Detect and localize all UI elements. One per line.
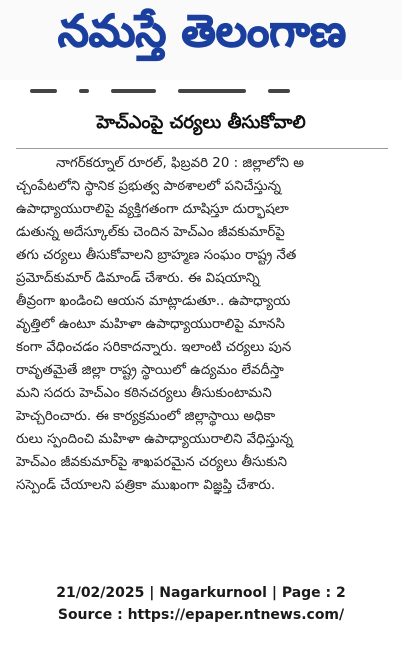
article-line: నాగర్‌కర్నూల్ రూరల్, ఫిబ్రవరి 20 : జిల్లాలోని అ	[56, 156, 304, 171]
article-line: రులు స్పందించి మహిళా ఉపాధ్యాయురాలిని వేధిస్తున్న	[16, 432, 294, 447]
source-link[interactable]: Source : https://epaper.ntnews.com/	[57, 607, 345, 623]
article-line: ప్రమోద్‌కుమార్ డిమాండ్ చేశారు. ఈ విషయాన్ని	[16, 271, 260, 286]
article-line: మని సదరు హెచ్ఎం కఠినచర్యలు తీసుకుంటామని	[16, 386, 272, 401]
masthead	[0, 0, 402, 80]
article-line: కంగా వేధించడం సరికాదన్నారు. ఇలాంటి చర్యలు పున	[16, 340, 292, 355]
article-line: తగు చర్యలు తీసుకోవాలని బ్రాహ్మణ సంఘం రాష్ట్ర నేత	[16, 248, 297, 263]
headline-divider	[16, 148, 388, 149]
article-body	[16, 152, 388, 497]
footer	[0, 582, 402, 626]
article-line: డుతున్న అదేస్కూల్‌కు చెందిన హెచ్ఎం జీవకుమార్‌పై	[16, 225, 285, 240]
edition-meta: 21/02/2025 | Nagarkurnool | Page : 2	[56, 585, 346, 601]
cropped-previous-text	[30, 88, 290, 94]
article-line: హెచ్ఎం జీవకుమార్‌పై శాఖపరమైన చర్యలు తీసుకుని	[16, 455, 288, 470]
article-line: రావృతమైతే జిల్లా రాష్ట్ర స్థాయిలో ఉద్యమం లేవదీస్తా	[16, 363, 284, 378]
article-line: తీవ్రంగా ఖండించి ఆయన మాట్లాడుతూ.. ఉపాధ్యాయ	[16, 294, 291, 309]
masthead-logo-title: నమస్తే తెలంగాణ	[57, 6, 347, 57]
article-line: సస్పెండ్ చేయాలని పత్రికా ముఖంగా విజ్ఞప్తి చేశారు.	[16, 478, 276, 493]
article-line: వృత్తిలో ఉంటూ మహిళా ఉపాధ్యాయురాలిపై మానసి	[16, 317, 285, 332]
article-line: చ్చంపేటలోని స్థానిక ప్రభుత్వ పాఠశాలలో పనిచేస్తున్న	[16, 179, 281, 194]
article-headline: హెచ్ఎంపై చర్యలు తీసుకోవాలి	[96, 112, 306, 133]
article-line: ఉపాధ్యాయురాలిపై వ్యక్తిగతంగా దూషిస్తూ దుర్భాషలా	[16, 202, 289, 217]
article-line: హెచ్చరించారు. ఈ కార్యక్రమంలో జిల్లాస్థాయి అధికా	[16, 409, 276, 424]
